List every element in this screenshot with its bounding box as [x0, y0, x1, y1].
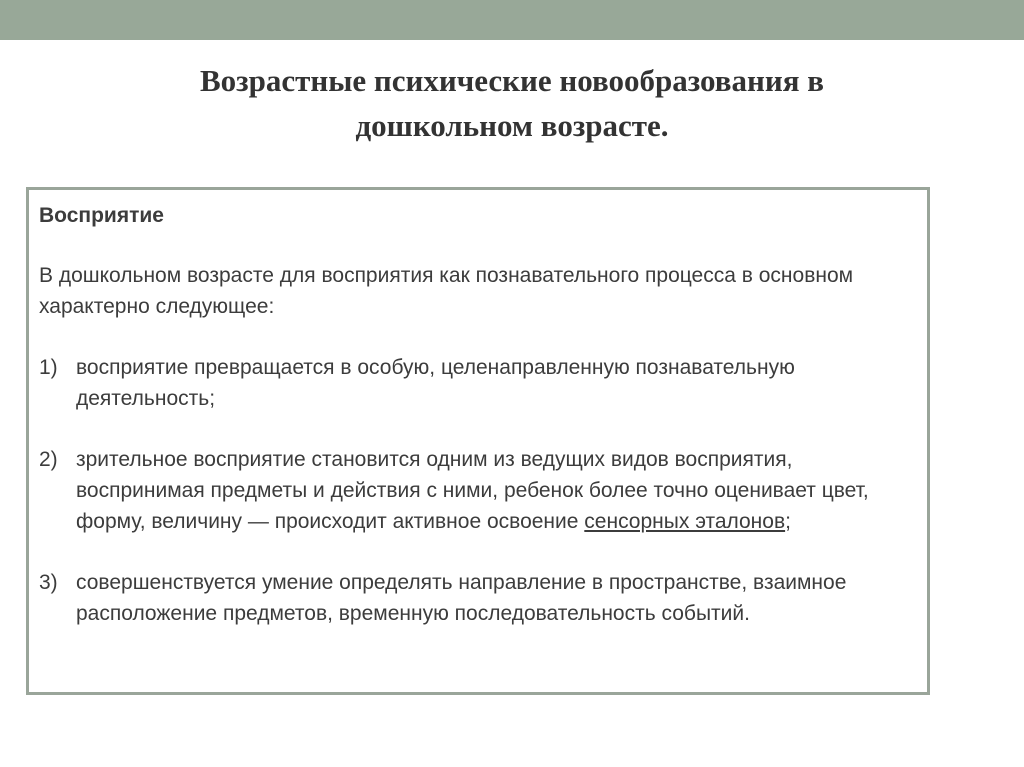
top-band: [0, 0, 1024, 40]
slide-title-line-2: дошкольном возрасте.: [355, 108, 669, 143]
list-item-text: восприятие превращается в особую, целенаправленную познавательную деятельность;: [76, 356, 795, 410]
list-item-number: 3): [39, 571, 58, 594]
list-item-number: 1): [39, 356, 58, 379]
sensory-standards-link[interactable]: сенсорных эталонов: [584, 510, 786, 533]
list-item-2: [39, 444, 917, 537]
intro-paragraph: В дошкольном возрасте для восприятия как познавательного процесса в основном характерно следующее:: [39, 264, 854, 318]
slide-title: [80, 58, 944, 148]
slide-title-line-1: Возрастные психические новообразования в: [200, 63, 824, 98]
list-item-text: совершенствуется умение определять направление в пространстве, взаимное расположение предметов, временную последовательность событий.: [76, 571, 847, 625]
list-item-number: 2): [39, 448, 58, 471]
list-item-1: [39, 352, 917, 414]
content-box: [26, 187, 930, 695]
list-item-3: [39, 567, 917, 629]
box-heading: Восприятие: [39, 204, 164, 227]
list-item-text-after: ;: [785, 510, 791, 533]
list-item-text: [76, 444, 917, 537]
list-item-text-before: зрительное восприятие становится одним из ведущих видов восприятия, воспринимая предметы и действия с ними, ребенок более точно оценивает цвет, форму, величину — происходит активное освоение: [76, 448, 869, 533]
